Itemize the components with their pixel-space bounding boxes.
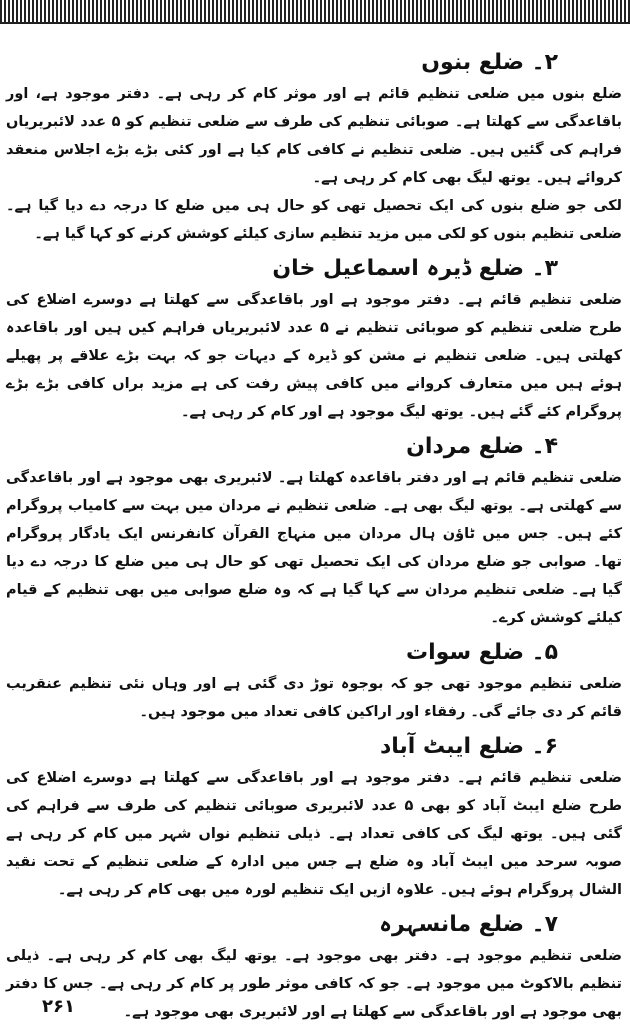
section-heading: ۶۔ ضلع ایبٹ آباد <box>380 734 558 759</box>
paragraph: ضلعی تنظیم موجود ہے۔ دفتر بھی موجود ہے۔ یوتھ لیگ بھی کام کر رہی ہے۔ ذیلی تنظیم بالاکوٹ میں موجود ہے۔ جو کہ کافی موثر طور پر کام کر رہی ہے۔ جس کا دفتر بھی موجود ہے اور باقاعدگی سے کھلتا ہے اور لائبریری بھی موجود ہے۔ <box>6 948 622 1020</box>
section-bannu <box>6 48 622 248</box>
paragraph: ضلعی تنظیم قائم ہے۔ دفتر موجود ہے اور باقاعدگی سے کھلتا ہے دوسرے اضلاع کی طرح ضلع ایبٹ آباد کو بھی ۵ عدد لائبریری صوبائی تنظیم کی طرف سے فراہم کی گئی ہیں۔ یوتھ لیگ کی کافی تعداد ہے۔ ذیلی تنظیم نواں شہر میں کام کر رہی ہے صوبہ سرحد میں ایبٹ آباد وہ ضلع ہے جس میں ادارہ کے ضلعی تنظیم کے تحت نقید الشال پروگرام ہوئے ہیں۔ علاوہ ازیں ایک تنظیم لورہ میں بھی کام کر رہی ہے۔ <box>6 770 622 898</box>
paragraph: ضلعی تنظیم قائم ہے۔ دفتر موجود ہے اور باقاعدگی سے کھلتا ہے دوسرے اضلاع کی طرح ضلعی تنظیم کو صوبائی تنظیم نے ۵ عدد لائبریریاں فراہم کیں ہیں اور باقاعدہ کھلتی ہیں۔ ضلعی تنظیم نے مشن کو ڈیرہ کے دیہات جو کہ بہت بڑے علاقے پر پھیلے ہوئے ہیں میں متعارف کروانے میں کافی پیش رفت کی ہے مزید براں کافی بڑے بڑے پروگرام کئے گئے ہیں۔ یوتھ لیگ موجود ہے اور کام کر رہی ہے۔ <box>6 292 623 420</box>
section-heading: ۷۔ ضلع مانسہرہ <box>379 912 558 937</box>
paragraph: ضلعی تنظیم موجود تھی جو کہ بوجوہ توڑ دی گئی ہے اور وہاں نئی تنظیم عنقریب قائم کر دی جائے گی۔ رفقاء اور اراکین کافی تعداد میں موجود ہیں۔ <box>6 676 622 720</box>
section-heading: ۵۔ ضلع سوات <box>406 640 558 665</box>
section-mansehra <box>6 910 622 1026</box>
section-heading: ۴۔ ضلع مردان <box>406 434 558 459</box>
section-heading: ۲۔ ضلع بنوں <box>421 50 558 75</box>
paragraph: ضلع بنوں میں ضلعی تنظیم قائم ہے اور موثر کام کر رہی ہے۔ دفتر موجود ہے، اور باقاعدگی سے کھلتا ہے۔ صوبائی تنظیم کی طرف سے ضلعی تنظیم کو ۵ عدد لائبریریاں فراہم کی گئیں ہیں۔ ضلعی تنظیم نے کافی کام کیا ہے اور کئی بڑے بڑے اجلاس منعقد کروائے ہیں۔ یوتھ لیگ بھی کام کر رہی ہے۔ <box>6 86 623 186</box>
section-dera-ismail-khan <box>6 254 622 426</box>
section-abbottabad <box>6 732 622 904</box>
top-border-decoration <box>0 0 630 24</box>
paragraph: لکی جو ضلع بنوں کی ایک تحصیل تھی کو حال ہی میں ضلع کا درجہ دے دیا گیا ہے۔ ضلعی تنظیم بنوں کو لکی میں مزید تنظیم سازی کیلئے کوشش کرنے کو کہا گیا ہے۔ <box>6 198 622 242</box>
paragraph: ضلعی تنظیم قائم ہے اور دفتر باقاعدہ کھلتا ہے۔ لائبریری بھی موجود ہے اور باقاعدگی سے کھلتی ہے۔ یوتھ لیگ بھی ہے۔ ضلعی تنظیم نے مردان میں بہت سے کامیاب پروگرام کئے ہیں۔ جس میں ٹاؤن ہال مردان میں منہاج القرآن کانفرنس ایک یادگار پروگرام تھا۔ صوابی جو ضلع مردان کی ایک تحصیل تھی کو حال ہی میں ضلع کا درجہ دے دیا گیا ہے۔ ضلعی تنظیم مردان سے کہا گیا ہے کہ وہ ضلع صوابی میں بھی تنظیم کے قیام کیلئے کوشش کرے۔ <box>6 470 622 626</box>
section-swat <box>6 638 622 726</box>
page-number: ۲۶۱ <box>42 996 75 1017</box>
section-mardan <box>6 432 622 632</box>
section-heading: ۳۔ ضلع ڈیرہ اسماعیل خان <box>272 256 558 281</box>
